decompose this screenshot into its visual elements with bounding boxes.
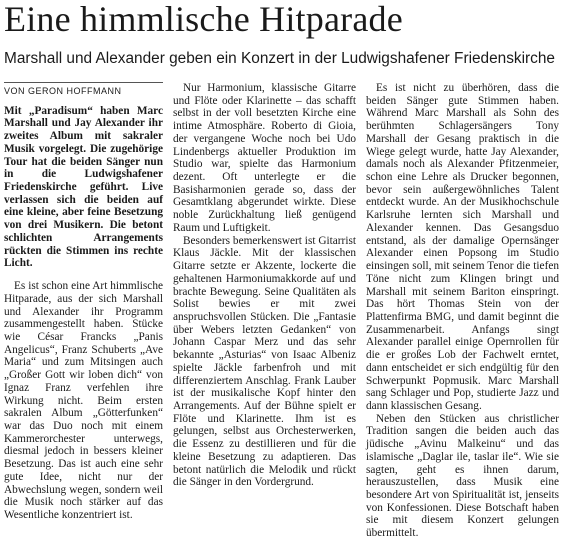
column-1 <box>4 82 163 522</box>
column-2 <box>173 82 356 489</box>
lead-paragraph: Mit „Paradisum“ haben Marc Marshall und Jay Alexander ihr zweites Album mit sakraler Musik vorgelegt. Die zugehörige Tour hat die beiden Sänger nun in die Ludwigshafener Friedenskirche geführt. Live verlassen sich die beiden auf eine kleine, aber feine Besetzung von drei Musikern. Die betont schlichten Arrangements rückten die Stimmen ins rechte Licht. <box>4 104 163 270</box>
body-paragraph: Besonders bemerkenswert ist Gitarrist Klaus Jäckle. Mit der klassischen Gitarre setzte er Akzente, lockerte die gehaltenen Harmoniumakkorde auf und brachte Bewegung. Seine Qualitäten als Solist bewies er mit zwei anspruchsvollen Stücken. Die „Fantasie über Webers letzten Gedanken“ von Johann Caspar Merz und das sehr bekannte „Asturias“ von Isaac Albeniz spielte Jäckle farbenfroh und mit differenziertem Anschlag. Frank Lauber ist der musikalische Kopf hinter den Arrangements. Auf der Bühne spielt er Flöte und Klarinette. Ihm ist es gelungen, selbst aus Orchesterwerken, die Essenz zu destillieren und für die kleine Besetzung zu adaptieren. Das betont natürlich die Melodik und rückt die Sänger in den Vordergrund. <box>173 234 356 489</box>
body-paragraph: Es ist nicht zu überhören, dass die beiden Sänger gute Stimmen haben. Während Marc Marshall als Sohn des berühmten Schlagersängers Tony Marshall der Gesang praktisch in die Wiege gelegt wurde, hatte Jay Alexander, damals noch als Alexander Pfitzenmeier, schon eine Lehre als Drucker begonnen, bevor sein außergewöhnliches Talent entdeckt wurde. An der Musikhochschule Karlsruhe lernten sich Marshall und Alexander kennen. Das Gesangsduo entstand, als der damalige Opernsänger Alexander einen Popsong im Studio einsingen soll, mit seinem Tenor die tiefen Töne nicht zum Klingen bringt und Marshall mit seinem Bariton einspringt. Das hört Thomas Stein von der Plattenfirma BMG, und damit beginnt die Zusammenarbeit. Anfangs singt Alexander parallel einige Opernrollen für die er großes Lob der Fachwelt erntet, dann entscheidet er sich endgültig für den Schwerpunkt Popmusik. Marc Marshall sang Schlager und Pop, studierte Jazz und dann klassischen Gesang. <box>366 82 559 412</box>
column-3 <box>366 82 559 540</box>
body-paragraph: Nur Harmonium, klassische Gitarre und Flöte oder Klarinette – das schafft selbst in der voll besetzten Kirche eine intime Atmosphäre. Roberto di Gioia, der vergangene Woche noch bei Udo Lindenbergs aktueller Produktion im Studio war, spielte das Harmonium dezent. Oft unterlegte er die Basisharmonien gerade so, dass der Gesamtklang abgerundet wirkte. Diese noble Zurückhaltung ließ genügend Raum und Luftigkeit. <box>173 82 356 234</box>
headline: Eine himmlische Hitparade <box>4 0 403 39</box>
body-paragraph: Es ist schon eine Art himmlische Hitparade, aus der sich Marshall und Alexander ihr Programm zusammengestellt haben. Stücke wie César Francks „Panis Angelicus“, Franz Schuberts „Ave Maria“ und zum Mitsingen auch „Großer Gott wir loben dich“ von Ignaz Franz verfehlen ihre Wirkung nicht. Beim ersten sakralen Album „Götterfunken“ war das Duo noch mit einem Kammerorchester unterwegs, diesmal jedoch in bessers kleiner Besetzung. Das ist auch eine sehr gute Idee, nicht nur der Abwechslung wegen, sondern weil die Musik noch stärker auf das Wesentliche konzentriert ist. <box>4 280 163 521</box>
subheadline: Marshall und Alexander geben ein Konzert in der Ludwigshafener Friedenskirche <box>4 50 555 67</box>
body-paragraph: Neben den Stücken aus christlicher Tradition sangen die beiden auch das jüdische „Avinu Malkeinu“ und das islamische „Daglar ile, taslar ile“. Wie sie sagten, geht es ihnen darum, herauszustellen, dass Musik eine besondere Art von Spiritualität ist, jenseits von Konfessionen. Diese Botschaft haben sie mit diesem Konzert gelungen übermittelt. <box>366 412 559 540</box>
byline: VON GERON HOFFMANN <box>4 82 163 101</box>
